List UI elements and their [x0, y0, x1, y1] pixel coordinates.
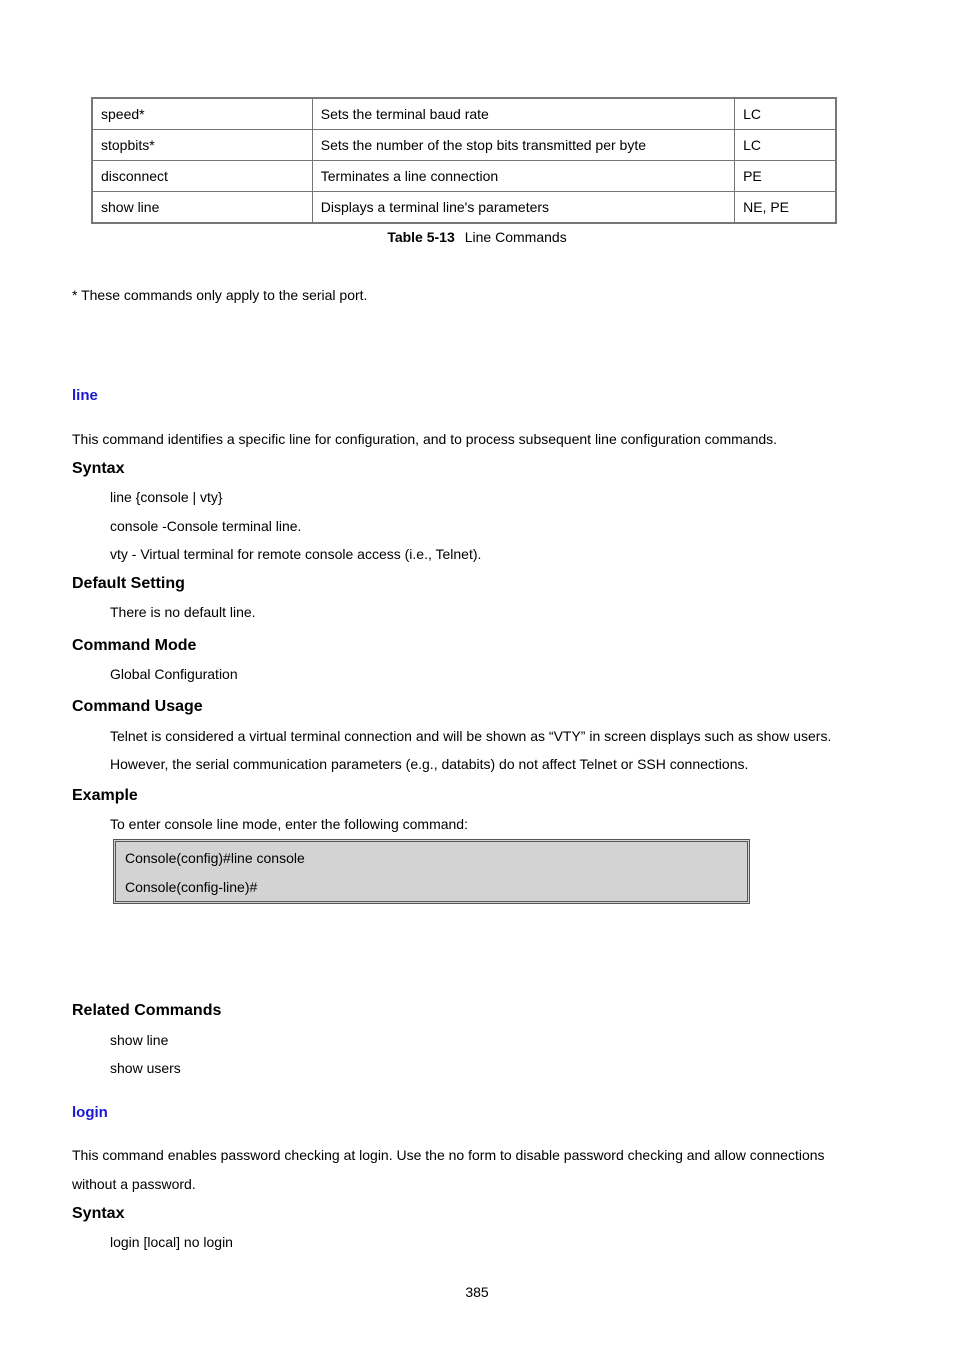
table-cell: LC [735, 98, 836, 130]
table-cell: disconnect [92, 161, 312, 192]
syntax-heading: Syntax [72, 460, 125, 477]
caption-text: Line Commands [464, 229, 567, 245]
command-mode-heading: Command Mode [72, 637, 197, 654]
table-row [92, 192, 836, 224]
related-command: show line [110, 1032, 169, 1048]
syntax-line: line {console | vty} [110, 489, 223, 505]
code-example-box [113, 839, 750, 904]
table-cell: Sets the number of the stop bits transmitted per byte [312, 130, 734, 161]
table-cell: speed* [92, 98, 312, 130]
example-heading: Example [72, 787, 138, 804]
table-cell: PE [735, 161, 836, 192]
table-cell: stopbits* [92, 130, 312, 161]
page-number: 385 [465, 1284, 489, 1300]
table-cell: LC [735, 130, 836, 161]
command-usage-text: However, the serial communication parameters (e.g., databits) do not affect Telnet or SSH connections. [110, 756, 749, 772]
command-mode-text: Global Configuration [110, 666, 238, 682]
command-usage-text: Telnet is considered a virtual terminal connection and will be shown as “VTY” in screen displays such as show users. [110, 728, 832, 744]
table-row [92, 98, 836, 130]
login-section-title[interactable]: login [72, 1104, 108, 1121]
command-usage-heading: Command Usage [72, 698, 203, 715]
login-description: This command enables password checking at login. Use the no form to disable password checking and allow connections [72, 1147, 825, 1163]
login-syntax-heading: Syntax [72, 1205, 125, 1222]
line-commands-table [91, 97, 837, 224]
table-cell: Terminates a line connection [312, 161, 734, 192]
table-row [92, 130, 836, 161]
table-cell: Sets the terminal baud rate [312, 98, 734, 130]
login-description: without a password. [72, 1176, 196, 1192]
syntax-line: console -Console terminal line. [110, 518, 302, 534]
table-cell: NE, PE [735, 192, 836, 224]
line-description: This command identifies a specific line for configuration, and to process subsequent line configuration commands. [72, 431, 778, 447]
line-section-title[interactable]: line [72, 387, 98, 404]
table-caption [0, 229, 954, 245]
syntax-line: vty - Virtual terminal for remote console access (i.e., Telnet). [110, 546, 482, 562]
default-setting-heading: Default Setting [72, 575, 185, 592]
caption-label: Table 5-13 [387, 229, 455, 245]
code-line: Console(config)#line console [125, 850, 305, 866]
example-intro: To enter console line mode, enter the following command: [110, 816, 468, 832]
table-cell: Displays a terminal line's parameters [312, 192, 734, 224]
default-setting-text: There is no default line. [110, 604, 256, 620]
code-line: Console(config-line)# [125, 879, 258, 895]
serial-port-note: * These commands only apply to the serial port. [72, 287, 368, 303]
table-cell: show line [92, 192, 312, 224]
related-commands-heading: Related Commands [72, 1002, 222, 1019]
table-row [92, 161, 836, 192]
login-syntax-text: login [local] no login [110, 1234, 233, 1250]
related-command: show users [110, 1060, 181, 1076]
